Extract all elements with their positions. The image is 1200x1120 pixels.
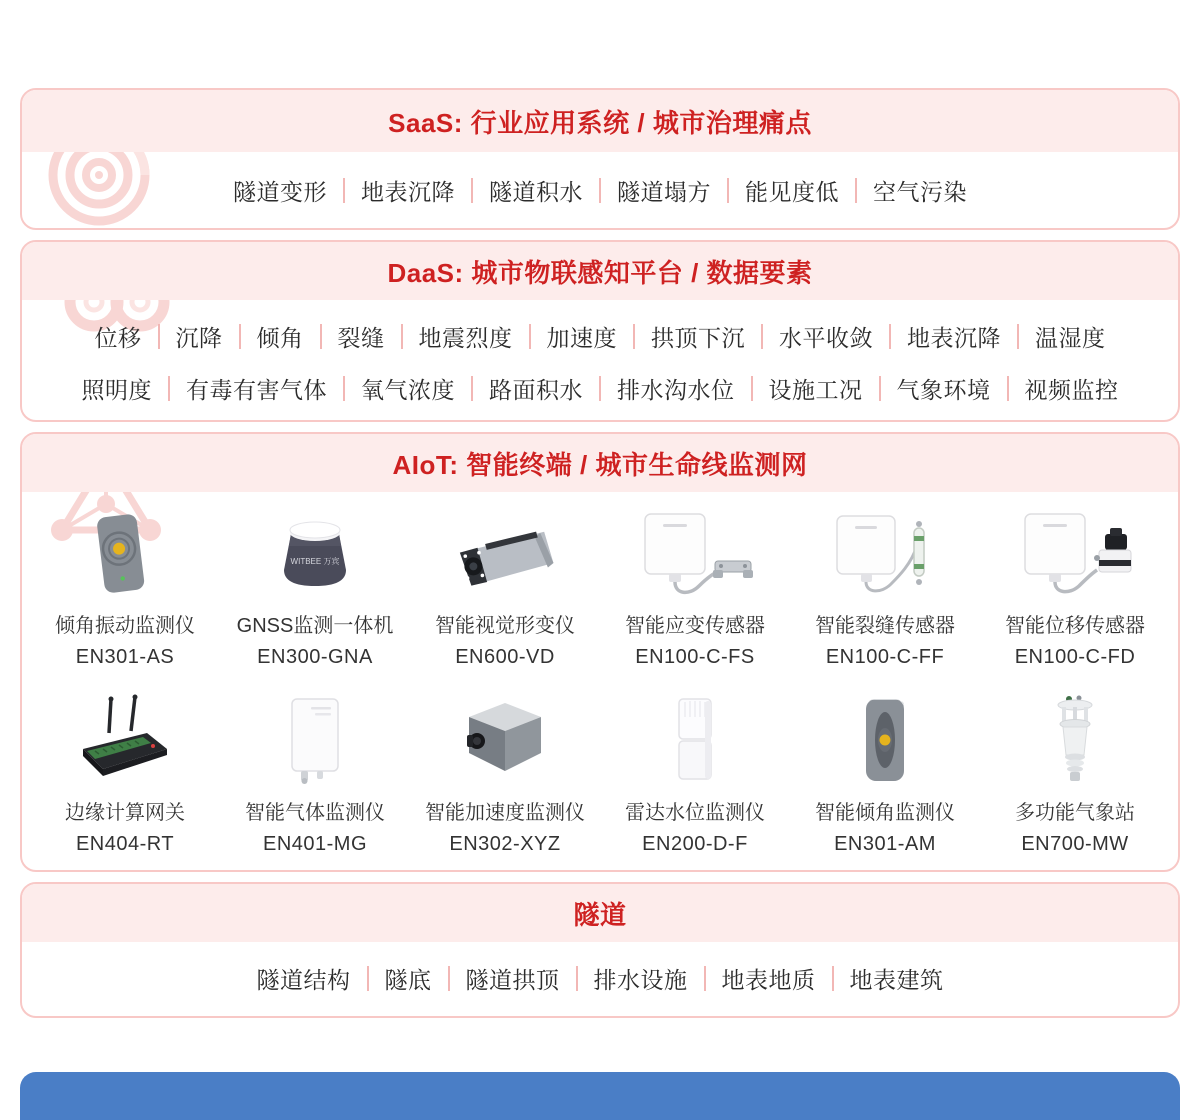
item-divider [401,324,403,349]
device-card [410,502,600,669]
edge-gateway-image [30,689,220,787]
daas-data-elements [22,300,1178,414]
device-card [600,502,790,669]
item-divider [1017,324,1019,349]
item-divider [529,324,531,349]
device-name: 雷达水位监测仪 [625,802,765,824]
item-divider [471,376,473,401]
crack-sensor-image [790,502,980,600]
item-divider [158,324,160,349]
tunnel-item: 地表地质 [721,966,816,993]
acceleration-monitor-image [410,689,600,787]
device-card [980,689,1170,856]
daas-items-row2 [22,362,1178,414]
daas-title: DaaS: 城市物联感知平台 / 数据要素 [387,257,813,288]
displacement-sensor-image [980,502,1170,600]
data-element-item: 沉降 [175,324,223,351]
data-element-item: 视频监控 [1024,376,1119,403]
next-section-partial-bar [20,1072,1180,1120]
vision-deformation-camera-image [410,502,600,600]
tunnel-item: 地表建筑 [849,966,944,993]
daas-header-band [22,242,1178,300]
data-element-item: 排水沟水位 [617,376,735,403]
device-card [600,689,790,856]
device-name: 智能倾角监测仪 [815,802,955,824]
pain-point-item: 隧道变形 [233,178,327,205]
device-card [220,502,410,669]
data-element-item: 有毒有害气体 [186,376,327,403]
data-element-item: 加速度 [546,324,617,351]
data-element-item: 地表沉降 [907,324,1001,351]
device-card [790,502,980,669]
device-card [30,502,220,669]
tunnel-title: 隧道 [573,899,627,930]
item-divider [727,178,729,203]
device-name: 智能位移传感器 [1005,615,1145,637]
device-model: EN404-RT [75,833,175,855]
device-model: EN100-C-FS [635,646,755,668]
tunnel-item: 隧道结构 [256,966,351,993]
daas-items-row1 [22,310,1178,362]
item-divider [599,376,601,401]
item-divider [1007,376,1009,401]
item-divider [599,178,601,203]
data-element-item: 设施工况 [768,376,863,403]
strain-sensor-image [600,502,790,600]
saas-title: SaaS: 行业应用系统 / 城市治理痛点 [388,107,812,138]
gas-monitor-image [220,689,410,787]
item-divider [320,324,322,349]
device-model: EN600-VD [455,646,555,668]
aiot-section [20,432,1180,872]
device-card [790,689,980,856]
tunnel-items [22,942,1178,1014]
tunnel-section [20,882,1180,1018]
device-model: EN301-AS [75,646,175,668]
aiot-header-band [22,434,1178,492]
gnss-monitor-image [220,502,410,600]
device-name: 倾角振动监测仪 [55,615,195,637]
device-name: 边缘计算网关 [65,802,185,824]
svg-text:WITBEE 万宾: WITBEE 万宾 [290,557,340,566]
data-element-item: 气象环境 [896,376,991,403]
tunnel-header-band [22,884,1178,942]
pain-point-item: 隧道塌方 [617,178,711,205]
tilt-monitor-image [790,689,980,787]
device-name: 智能气体监测仪 [245,802,385,824]
device-model: EN300-GNA [257,646,373,668]
aiot-title: AIoT: 智能终端 / 城市生命线监测网 [392,449,808,480]
device-model: EN100-C-FF [825,646,945,668]
device-name: 智能应变传感器 [625,615,765,637]
item-divider [855,178,857,203]
item-divider [879,376,881,401]
pain-point-item: 隧道积水 [489,178,583,205]
weather-station-image [980,689,1170,787]
data-element-item: 倾角 [256,324,304,351]
item-divider [832,966,834,991]
tunnel-item: 隧道拱顶 [465,966,560,993]
item-divider [471,178,473,203]
pain-point-item: 能见度低 [745,178,839,205]
device-model: EN700-MW [1021,833,1129,855]
device-model: EN401-MG [262,833,368,855]
saas-section [20,88,1180,230]
tilt-vibration-monitor-image [30,502,220,600]
item-divider [576,966,578,991]
item-divider [889,324,891,349]
data-element-item: 水平收敛 [779,324,873,351]
data-element-item: 氧气浓度 [361,376,455,403]
item-divider [633,324,635,349]
device-card [30,689,220,856]
tunnel-item: 排水设施 [593,966,688,993]
data-element-item: 路面积水 [489,376,583,403]
item-divider [168,376,170,401]
device-model: EN100-C-FD [1014,646,1136,668]
data-element-item: 温湿度 [1035,324,1106,351]
device-model: EN200-D-F [642,833,748,855]
radar-water-level-monitor-image [600,689,790,787]
item-divider [239,324,241,349]
device-name: 多功能气象站 [1015,802,1135,824]
device-card [980,502,1170,669]
item-divider [343,376,345,401]
device-name: 智能视觉形变仪 [435,615,575,637]
device-model: EN302-XYZ [449,833,561,855]
item-divider [761,324,763,349]
device-card [410,689,600,856]
device-name: GNSS监测一体机 [236,615,394,637]
data-element-item: 拱顶下沉 [651,324,745,351]
data-element-item: 照明度 [81,376,152,403]
item-divider [448,966,450,991]
device-model: EN301-AM [834,833,936,855]
data-element-item: 位移 [94,324,142,351]
item-divider [367,966,369,991]
pain-point-item: 地表沉降 [361,178,455,205]
aiot-device-grid [22,492,1178,856]
device-name: 智能裂缝传感器 [815,615,955,637]
data-element-item: 裂缝 [337,324,385,351]
device-name: 智能加速度监测仪 [425,802,585,824]
pain-point-item: 空气污染 [873,178,967,205]
item-divider [343,178,345,203]
data-element-item: 地震烈度 [418,324,513,351]
item-divider [751,376,753,401]
saas-header-band [22,90,1178,152]
tunnel-item: 隧底 [384,966,432,993]
item-divider [704,966,706,991]
saas-pain-points [22,152,1178,228]
daas-section [20,240,1180,422]
device-card [220,689,410,856]
